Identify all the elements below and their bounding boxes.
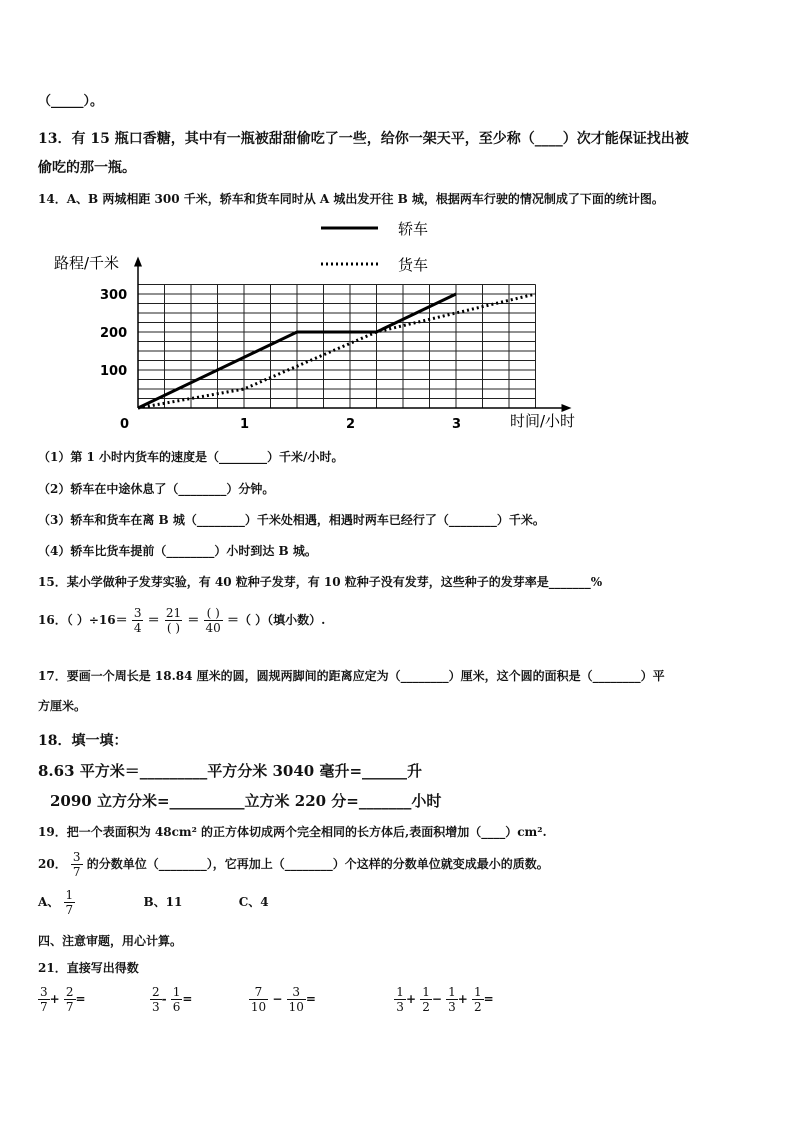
q16-fraction-2: $\frac{21}{( )}$ — [165, 606, 182, 635]
y-tick-label: 100 — [100, 364, 128, 379]
q17-line1: 17．要画一个周长是 18.84 厘米的圆，圆规两脚间的距离应定为（________）厘米，这个圆的面积是（________）平 — [38, 669, 665, 683]
q21-expr-2: $\frac{2}{3}$ - $\frac{1}{6}$ = — [151, 985, 193, 1014]
x-tick-label: 2 — [346, 417, 356, 432]
q19: 19．把一个表面积为 48cm² 的正方体切成两个完全相同的长方体后,表面积增加（____）cm². — [38, 825, 547, 839]
q20 — [38, 850, 549, 879]
q21-expr-1: $\frac{3}{7}$ + $\frac{2}{7}$ = — [40, 985, 86, 1014]
q20-prefix: 20． — [38, 857, 67, 871]
q14-stem: 14．A、B 两城相距 300 千米，轿车和货车同时从 A 城出发开往 B 城，根据两车行驶的情况制成了下面的统计图。 — [38, 192, 664, 206]
q13-line2: 偷吃的那一瓶。 — [38, 160, 136, 176]
q16-prefix: 16．（ ）÷16＝ — [38, 613, 128, 627]
q20-fraction: $\frac{3}{7}$ — [72, 850, 81, 879]
q15: 15．某小学做种子发芽实验，有 40 粒种子发芽，有 10 粒种子没有发芽，这些种子的发芽率是_______% — [38, 575, 603, 589]
q14-sub2: （2）轿车在中途休息了（________）分钟。 — [38, 482, 275, 496]
section-4-heading: 四、注意审题，用心计算。 — [38, 934, 183, 948]
x-tick-label: 1 — [240, 417, 250, 432]
q16-eq-2: ＝ — [187, 613, 200, 627]
x-tick-label: 0 — [120, 417, 130, 432]
q18-row1: 8.63 平方米＝_________平方分米 3040 毫升=______升 — [38, 762, 423, 780]
q21-expr-4: $\frac{1}{3}$ + $\frac{1}{2}$ − $\frac{1}{3}$ + $\frac{1}{2}$ = — [396, 985, 494, 1014]
q20-option-a-fraction: $\frac{1}{7}$ — [65, 888, 74, 917]
y-axis-label: 路程/千米 — [54, 254, 120, 272]
q13-line1: 13．有 15 瓶口香糖，其中有一瓶被甜甜偷吃了一些，给你一架天平，至少称（____）次才能保证找出被 — [38, 131, 689, 147]
q16-fraction-1: $\frac{3}{4}$ — [133, 606, 142, 635]
y-axis-arrow — [134, 257, 142, 267]
q16 — [38, 606, 325, 635]
q21-expressions — [38, 985, 494, 1014]
q21-title: 21．直接写出得数 — [38, 961, 139, 975]
q17-line2: 方厘米。 — [38, 699, 87, 713]
chart-grid — [138, 285, 536, 409]
q20-options — [38, 888, 269, 917]
q14-sub4: （4）轿车比货车提前（________）小时到达 B 城。 — [38, 544, 317, 558]
legend-label: 货车 — [398, 256, 429, 274]
x-axis-arrow — [562, 404, 572, 412]
q16-eq-1: ＝ — [147, 613, 160, 627]
q14-sub3: （3）轿车和货车在离 B 城（________）千米处相遇，相遇时两车已经行了（________）千米。 — [38, 513, 545, 527]
q21-expr-3: $\frac{7}{10}$ − $\frac{3}{10}$ = — [250, 985, 316, 1014]
x-tick-label: 3 — [452, 417, 462, 432]
q16-suffix: ＝（ ）（填小数）. — [227, 613, 326, 627]
y-tick-label: 300 — [100, 288, 128, 303]
q20-text: 的分数单位（________），它再加上（________）个这样的分数单位就变成最小的质数。 — [86, 857, 549, 871]
y-tick-label: 200 — [100, 326, 128, 341]
q18-row2: 2090 立方分米=__________立方米 220 分=_______小时 — [50, 792, 442, 810]
q20-option-c: C、4 — [238, 895, 269, 909]
q18-title: 18．填一填： — [38, 733, 128, 749]
q14-sub1: （1）第 1 小时内货车的速度是（________）千米/小时。 — [38, 450, 344, 464]
q12-answer-tail: （_____）。 — [38, 94, 104, 109]
q20-option-b: B、11 — [143, 895, 183, 909]
x-axis-label: 时间/小时 — [510, 412, 576, 430]
q16-fraction-3: $\frac{( )}{40}$ — [205, 606, 221, 635]
legend-label: 轿车 — [398, 220, 429, 238]
chart-legend — [321, 220, 428, 274]
line-chart — [38, 208, 598, 438]
q20-option-a-label: A、 — [38, 895, 60, 909]
